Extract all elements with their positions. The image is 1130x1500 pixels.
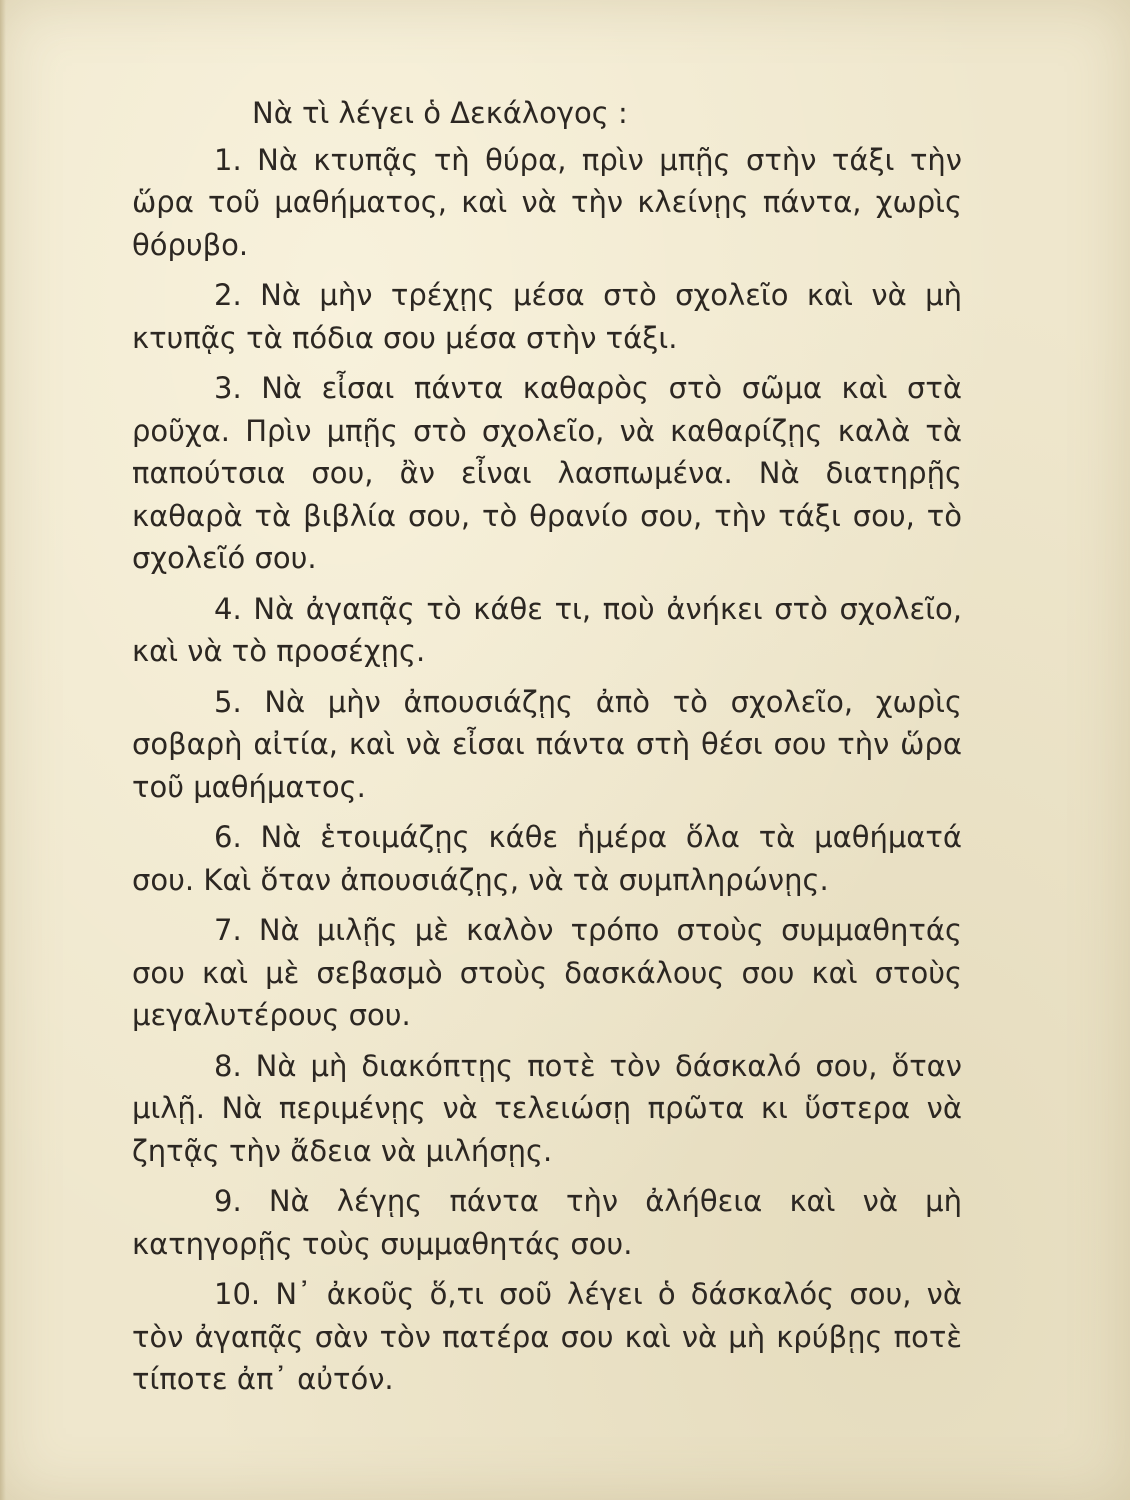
page-heading: Νὰ τὶ λέγει ὁ Δεκάλογος : [252, 96, 628, 130]
rule-2: 2. Νὰ μὴν τρέχῃς μέσα στὸ σχολεῖο καὶ νὰ μὴ κτυπᾷς τὰ πόδια σου μέσα στὴν τάξι. [132, 278, 962, 355]
rule-4: 4. Νὰ ἀγαπᾷς τὸ κάθε τι, ποὺ ἀνήκει στὸ σχολεῖο, καὶ νὰ τὸ προσέχῃς. [132, 591, 962, 668]
page-binding-edge [0, 0, 6, 1500]
rule-1: 1. Νὰ κτυπᾷς τὴ θύρα, πρὶν μπῇς στὴν τάξι τὴν ὥρα τοῦ μαθήματος, καὶ νὰ τὴν κλείνῃς πάντα, χωρὶς θόρυβο. [132, 142, 962, 262]
rule-5: 5. Νὰ μὴν ἀπουσιάζῃς ἀπὸ τὸ σχολεῖο, χωρὶς σοβαρὴ αἰτία, καὶ νὰ εἶσαι πάντα στὴ θέσι σου τὴν ὥρα τοῦ μαθήματος. [132, 684, 962, 804]
decalogue-text [132, 92, 962, 1409]
rule-7: 7. Νὰ μιλῇς μὲ καλὸν τρόπο στοὺς συμμαθητάς σου καὶ μὲ σεβασμὸ στοὺς δασκάλους σου καὶ στοὺς μεγαλυτέρους σου. [132, 913, 962, 1032]
rule-8: 8. Νὰ μὴ διακόπτῃς ποτὲ τὸν δάσκαλό σου, ὅταν μιλῇ. Νὰ περιμένῃς νὰ τελειώσῃ πρῶτα κι ὕστερα νὰ ζητᾷς τὴν ἄδεια νὰ μιλήσῃς. [132, 1048, 962, 1168]
rule-6: 6. Νὰ ἑτοιμάζῃς κάθε ἡμέρα ὅλα τὰ μαθήματά σου. Καὶ ὅταν ἀπουσιάζῃς, νὰ τὰ συμπληρώνῃς. [132, 820, 962, 897]
rule-9: 9. Νὰ λέγῃς πάντα τὴν ἀλήθεια καὶ νὰ μὴ κατηγορῇς τοὺς συμμαθητάς σου. [132, 1184, 962, 1261]
rule-3: 3. Νὰ εἶσαι πάντα καθαρὸς στὸ σῶμα καὶ στὰ ροῦχα. Πρὶν μπῇς στὸ σχολεῖο, νὰ καθαρίζῃς καλὰ τὰ παπούτσια σου, ἂν εἶναι λασπωμένα. Νὰ διατηρῇς καθαρὰ τὰ βιβλία σου, τὸ θρανίο σου, τὴν τάξι σου, τὸ σχολεῖό σου. [132, 371, 962, 575]
rule-10: 10. Ν᾿ ἀκοῦς ὅ,τι σοῦ λέγει ὁ δάσκαλός σου, νὰ τὸν ἀγαπᾷς σὰν τὸν πατέρα σου καὶ νὰ μὴ κρύβῃς ποτὲ τίποτε ἀπ᾿ αὐτόν. [132, 1277, 962, 1396]
